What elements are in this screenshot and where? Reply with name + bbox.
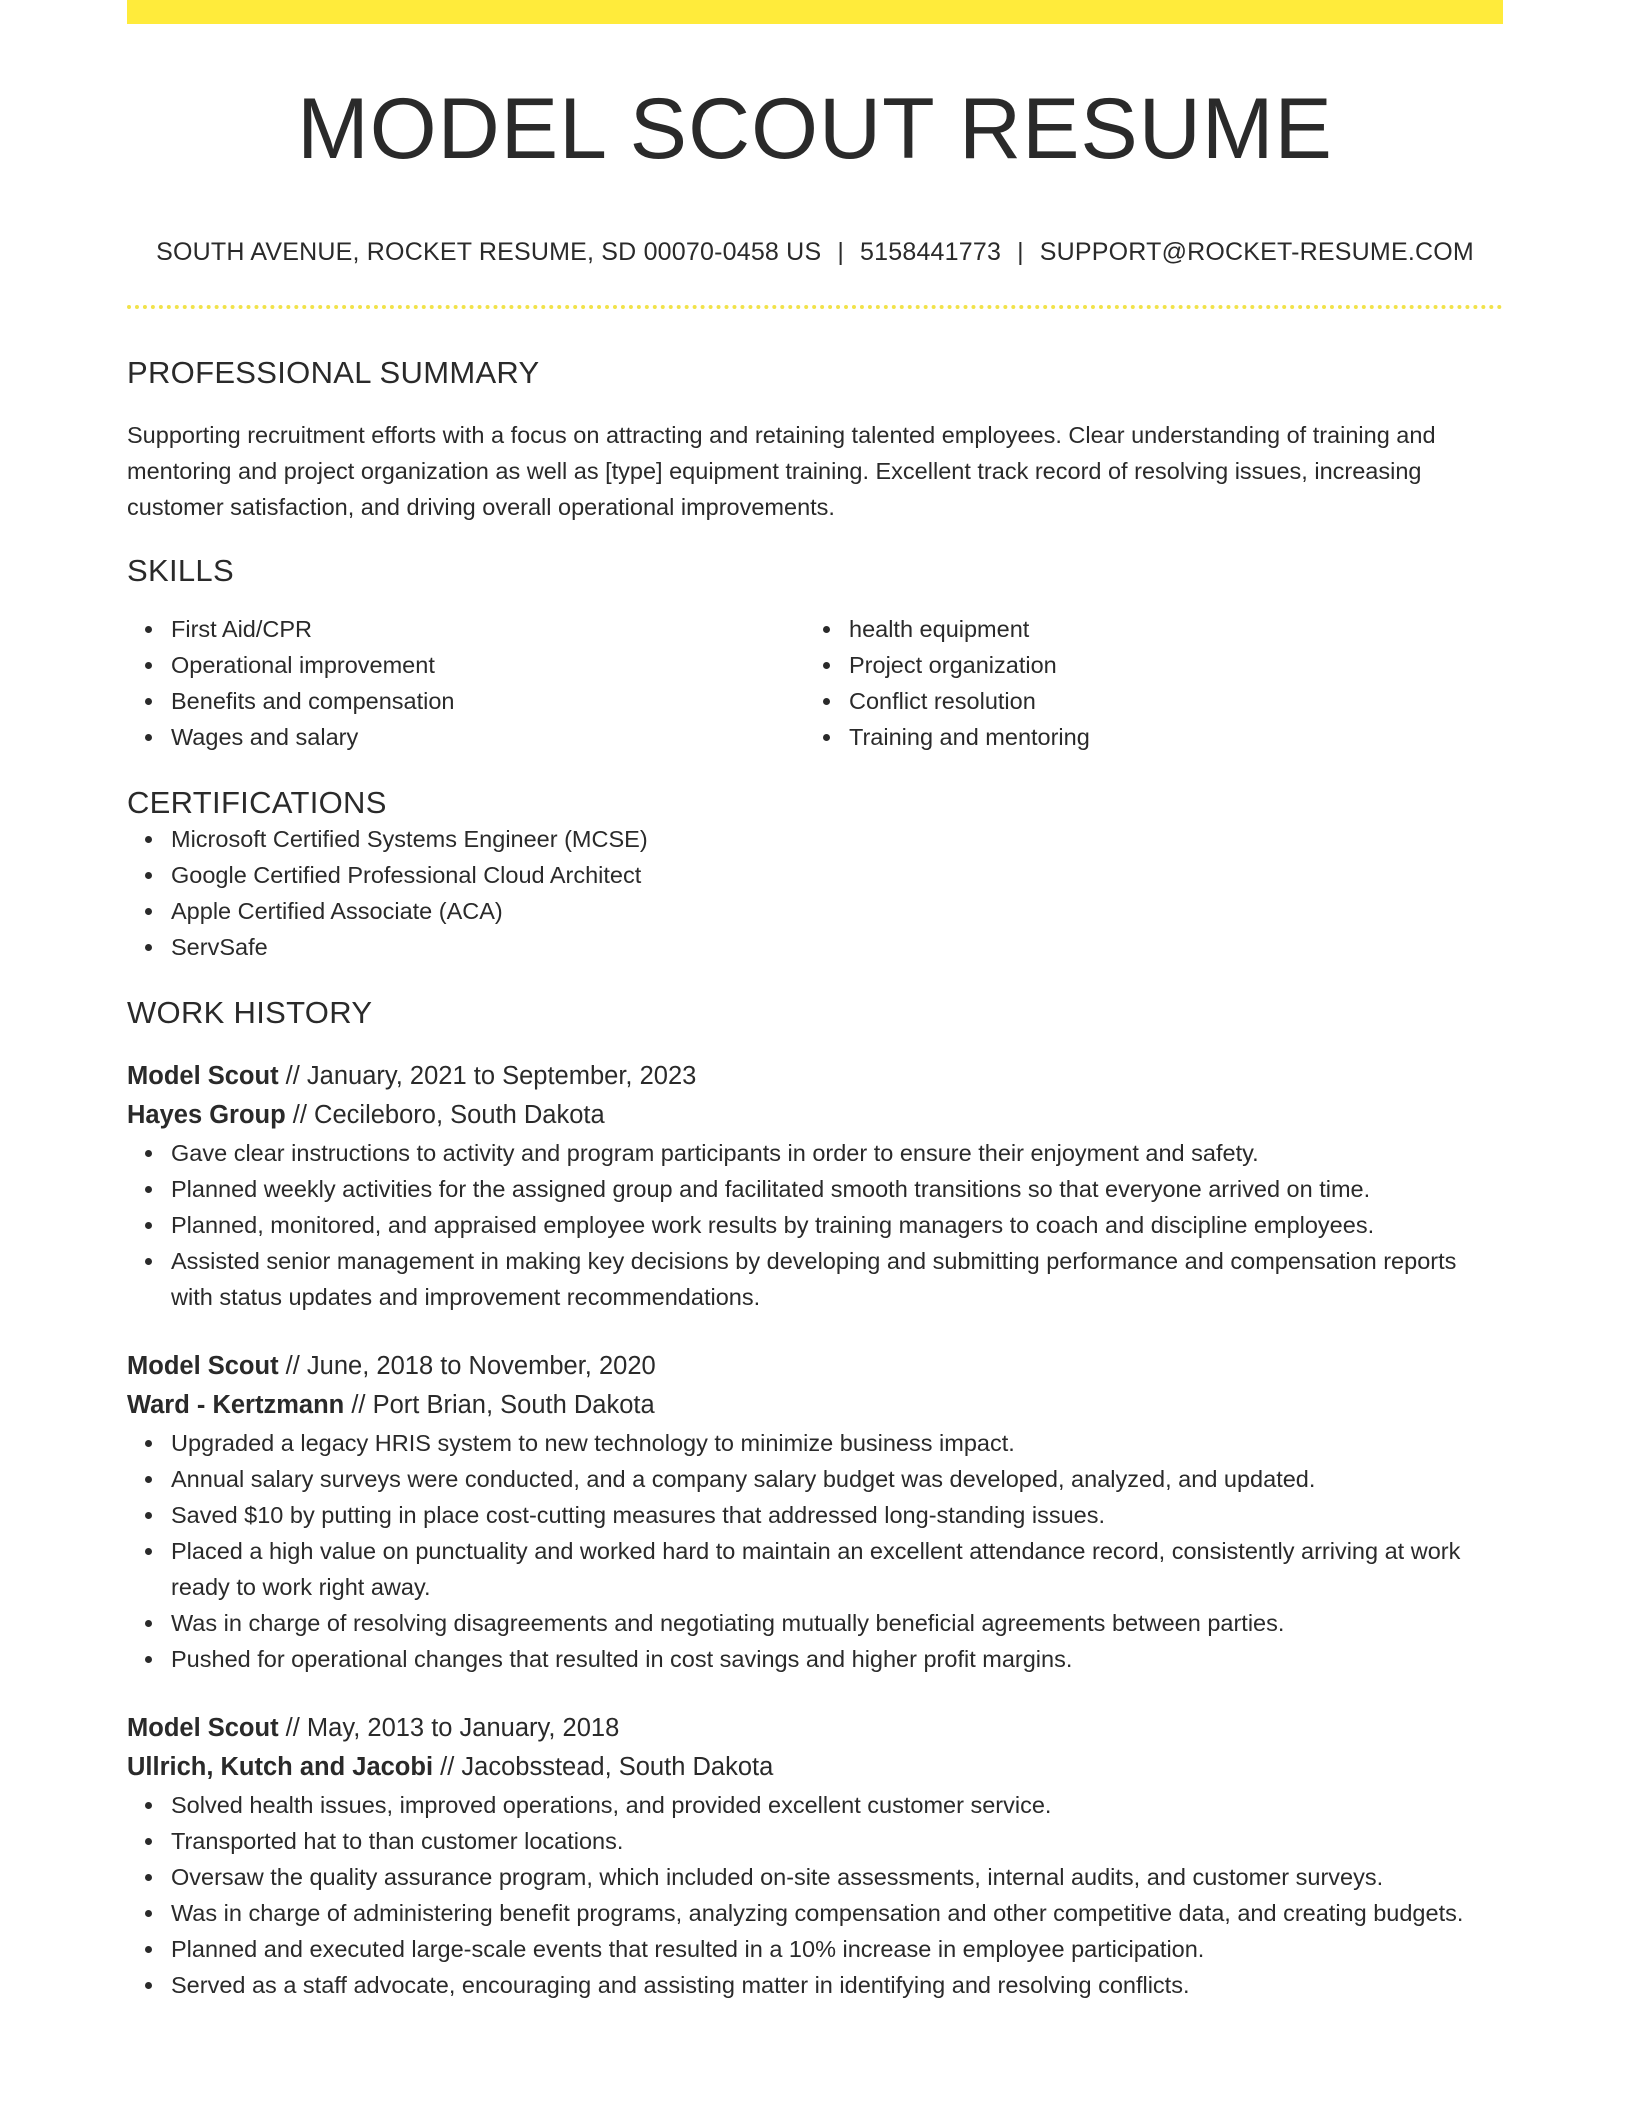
job-bullet: Was in charge of administering benefit programs, analyzing compensation and other competitive data, and creating budgets. (171, 1895, 1503, 1931)
certification-item: Microsoft Certified Systems Engineer (MCSE) (171, 821, 1503, 857)
job-bullets (127, 1425, 1503, 1677)
job-bullet: Oversaw the quality assurance program, which included on-site assessments, internal audits, and customer surveys. (171, 1859, 1503, 1895)
accent-bar (127, 0, 1503, 24)
skill-item: Conflict resolution (849, 683, 1483, 719)
separator: | (1017, 238, 1024, 266)
job-company: Ullrich, Kutch and Jacobi (127, 1753, 434, 1781)
skill-item: Project organization (849, 647, 1483, 683)
job-role-line (127, 1347, 1503, 1386)
phone: 5158441773 (860, 238, 1002, 266)
summary-text: Supporting recruitment efforts with a focus on attracting and retaining talented employees. Clear understanding of training and mentoring and project organization as well as [type] equipment training. Excellent track record of resolving issues, increasing customer satisfaction, and driving overall operational improvements. (127, 422, 1436, 520)
skill-item: Wages and salary (171, 719, 805, 755)
resume-page (127, 0, 1503, 2003)
skills-grid (127, 611, 1503, 755)
job-bullet: Pushed for operational changes that resulted in cost savings and higher profit margins. (171, 1641, 1503, 1677)
job-entry (127, 1347, 1503, 1677)
job-location: // Port Brian, South Dakota (344, 1391, 655, 1419)
skill-item: First Aid/CPR (171, 611, 805, 647)
job-bullet: Annual salary surveys were conducted, and a company salary budget was developed, analyzed, and updated. (171, 1461, 1503, 1497)
skills-heading: SKILLS (127, 553, 234, 588)
certification-item: Apple Certified Associate (ACA) (171, 893, 1503, 929)
skill-item: health equipment (849, 611, 1483, 647)
email: SUPPORT@ROCKET-RESUME.COM (1039, 238, 1474, 266)
job-role-line (127, 1709, 1503, 1748)
job-company: Hayes Group (127, 1101, 286, 1129)
resume-title: MODEL SCOUT RESUME (297, 81, 1333, 177)
job-role: Model Scout (127, 1062, 279, 1090)
job-bullet: Assisted senior management in making key decisions by developing and submitting performance and compensation reports with status updates and improvement recommendations. (171, 1243, 1503, 1315)
work-history-heading: WORK HISTORY (127, 995, 373, 1030)
job-bullet: Planned, monitored, and appraised employee work results by training managers to coach and discipline employees. (171, 1207, 1503, 1243)
job-bullet: Planned and executed large-scale events that resulted in a 10% increase in employee participation. (171, 1931, 1503, 1967)
address: SOUTH AVENUE, ROCKET RESUME, SD 00070-0458 US (156, 238, 822, 266)
skills-list-left (127, 611, 805, 755)
job-location: // Jacobsstead, South Dakota (433, 1753, 774, 1781)
summary-heading: PROFESSIONAL SUMMARY (127, 355, 540, 390)
job-dates: // June, 2018 to November, 2020 (278, 1352, 656, 1380)
job-bullet: Was in charge of resolving disagreements and negotiating mutually beneficial agreements between parties. (171, 1605, 1503, 1641)
skill-item: Training and mentoring (849, 719, 1483, 755)
job-role-line (127, 1057, 1503, 1096)
dotted-divider (127, 305, 1503, 309)
job-bullet: Gave clear instructions to activity and program participants in order to ensure their enjoyment and safety. (171, 1135, 1503, 1171)
skills-column-right (805, 611, 1483, 755)
skills-list-right (805, 611, 1483, 755)
certification-item: ServSafe (171, 929, 1503, 965)
separator: | (837, 238, 845, 266)
job-bullet: Solved health issues, improved operations, and provided excellent customer service. (171, 1787, 1503, 1823)
job-location: // Cecileboro, South Dakota (285, 1101, 605, 1129)
job-dates: // May, 2013 to January, 2018 (278, 1714, 620, 1742)
job-bullet: Placed a high value on punctuality and worked hard to maintain an excellent attendance record, consistently arriving at work ready to work right away. (171, 1533, 1503, 1605)
job-role: Model Scout (127, 1352, 279, 1380)
job-company: Ward - Kertzmann (127, 1391, 345, 1419)
job-entry (127, 1057, 1503, 1315)
skill-item: Operational improvement (171, 647, 805, 683)
certification-item: Google Certified Professional Cloud Architect (171, 857, 1503, 893)
job-bullet: Transported hat to than customer locations. (171, 1823, 1503, 1859)
job-company-line (127, 1386, 1503, 1425)
job-role: Model Scout (127, 1714, 279, 1742)
job-bullet: Upgraded a legacy HRIS system to new technology to minimize business impact. (171, 1425, 1503, 1461)
certifications-heading: CERTIFICATIONS (127, 785, 387, 820)
certifications-list (127, 821, 1503, 965)
job-company-line (127, 1096, 1503, 1135)
job-bullets (127, 1135, 1503, 1315)
skills-column-left (127, 611, 805, 755)
skill-item: Benefits and compensation (171, 683, 805, 719)
job-dates: // January, 2021 to September, 2023 (278, 1062, 697, 1090)
job-entry (127, 1709, 1503, 2003)
job-bullets (127, 1787, 1503, 2003)
job-company-line (127, 1748, 1503, 1787)
job-bullet: Saved $10 by putting in place cost-cutting measures that addressed long-standing issues. (171, 1497, 1503, 1533)
job-bullet: Planned weekly activities for the assigned group and facilitated smooth transitions so that everyone arrived on time. (171, 1171, 1503, 1207)
job-bullet: Served as a staff advocate, encouraging and assisting matter in identifying and resolving conflicts. (171, 1967, 1503, 2003)
contact-line (127, 238, 1503, 267)
